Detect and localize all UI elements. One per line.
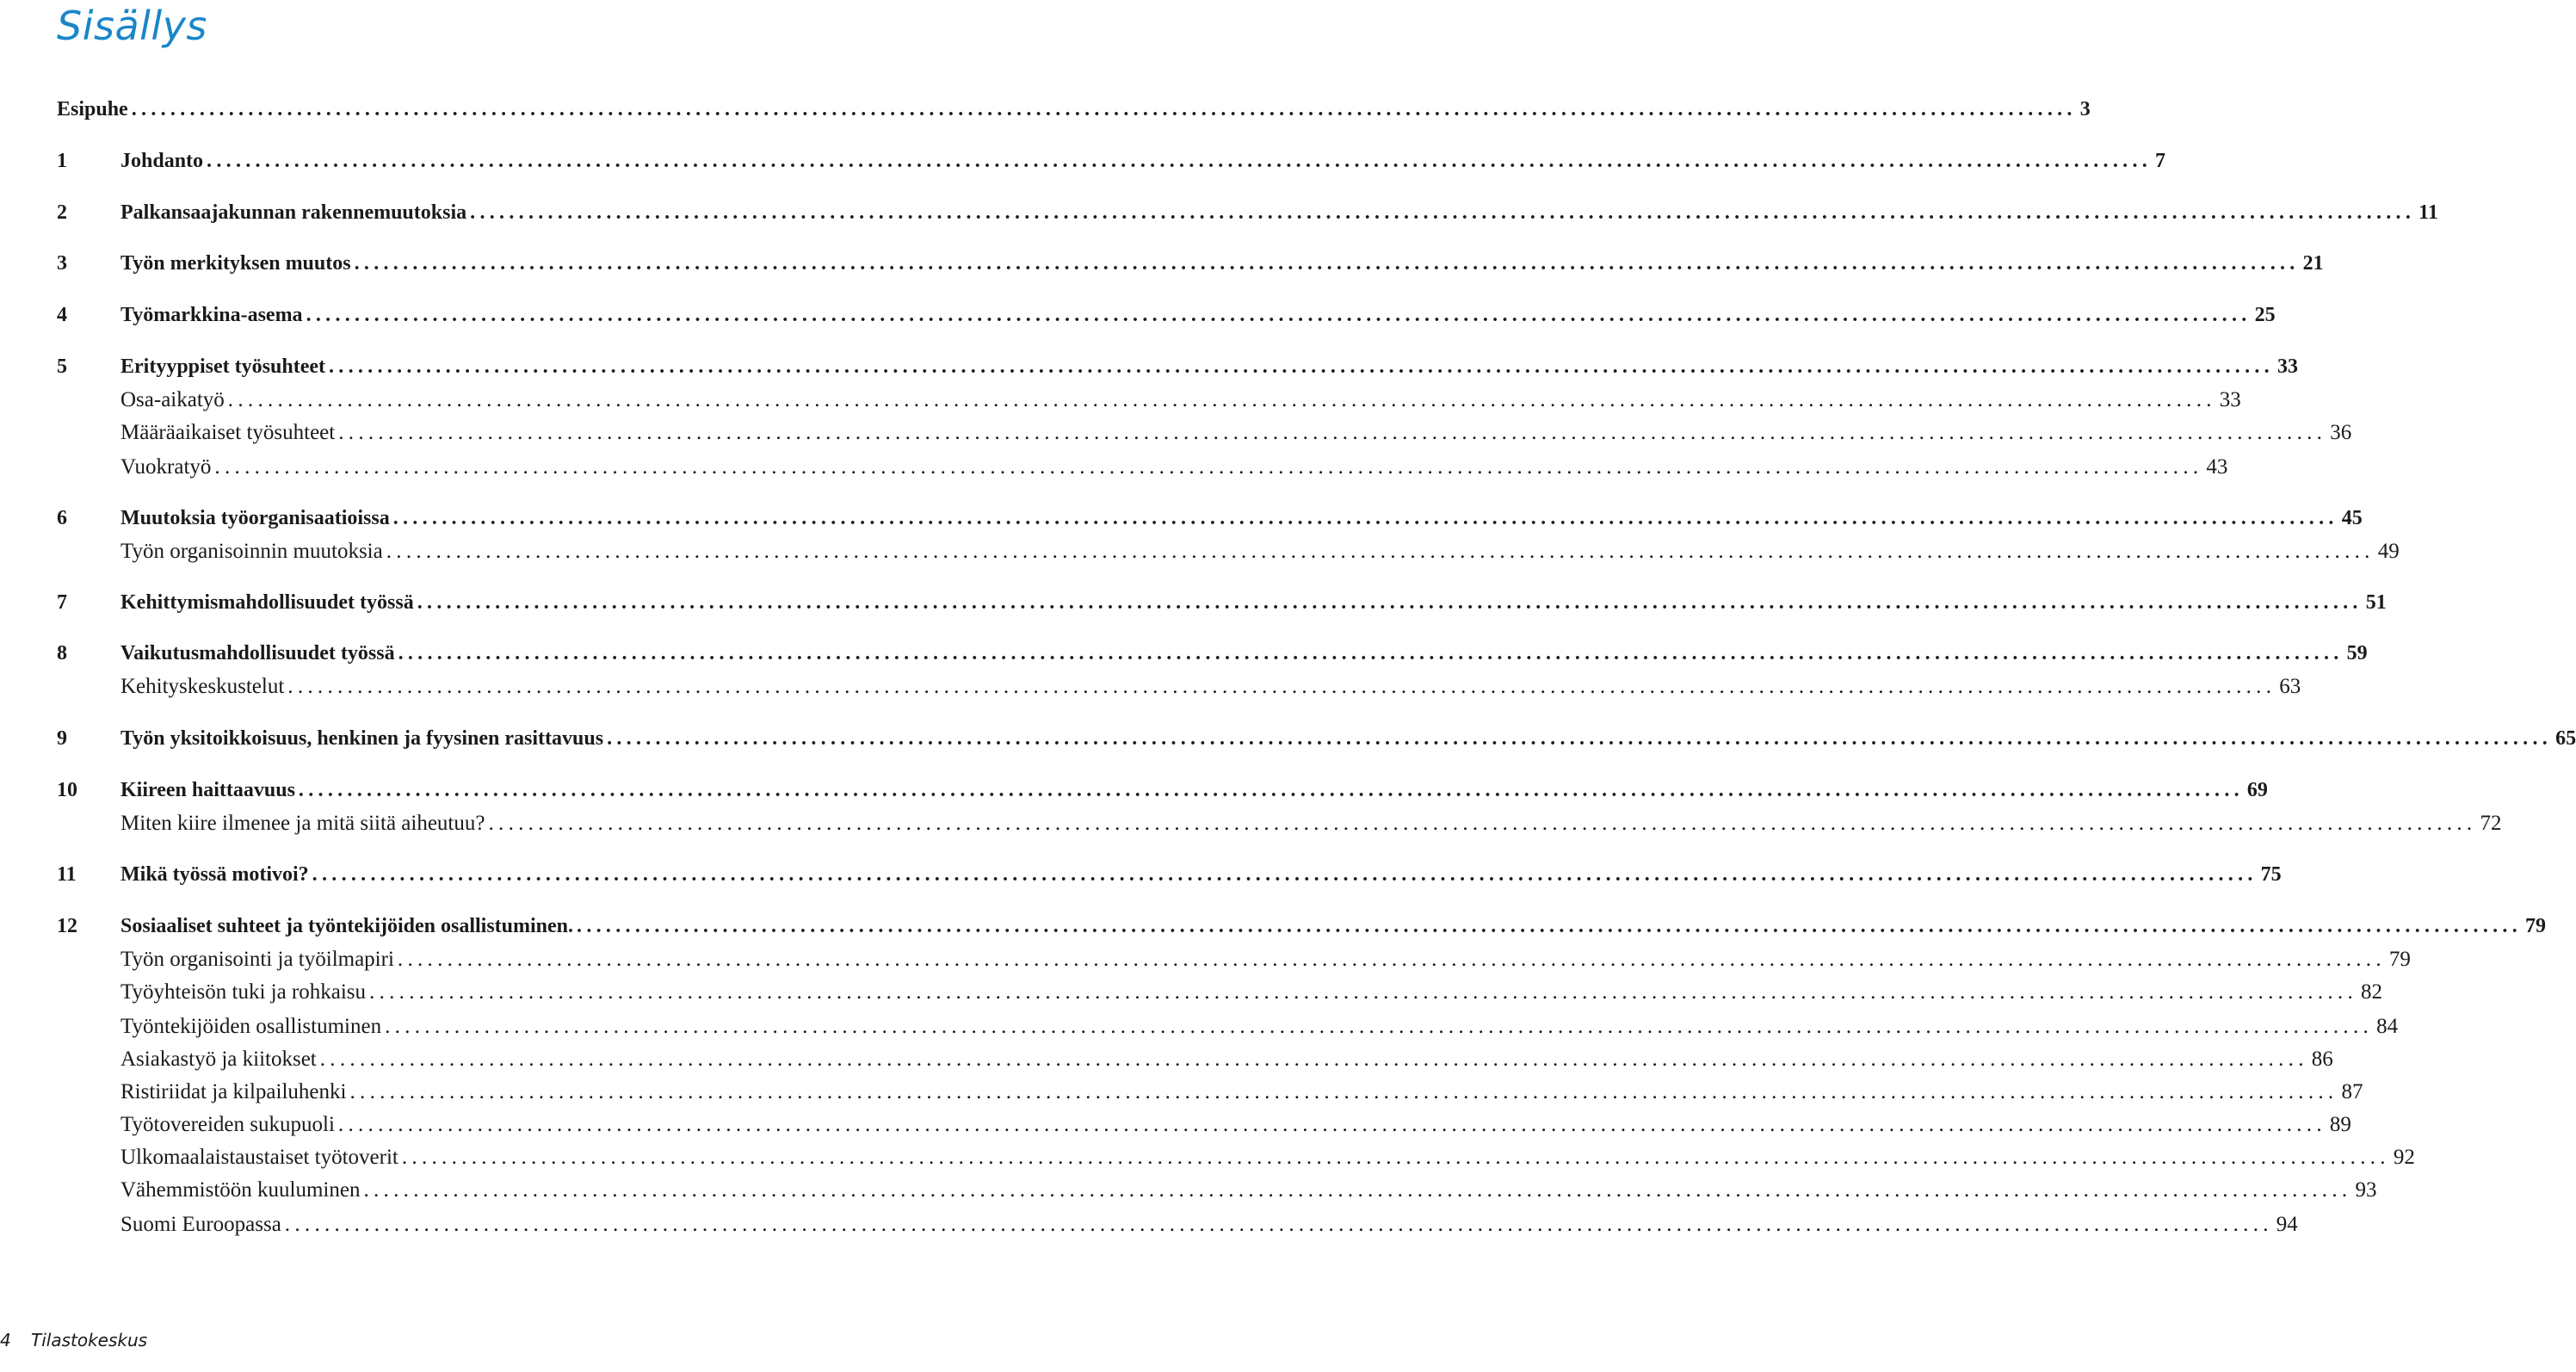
toc-entry-page-number: 63 — [2279, 675, 2301, 698]
toc-entry-number: 8 — [57, 642, 67, 664]
toc-entry-page-number: 94 — [2276, 1213, 2298, 1236]
toc-chapter-entry — [57, 779, 2268, 810]
toc-entry-number: 10 — [57, 779, 77, 801]
toc-chapter-entry — [57, 355, 2298, 386]
toc-entry-page-number: 92 — [2393, 1146, 2415, 1169]
footer-page-number: 4 — [0, 1330, 11, 1350]
toc-entry-number: 6 — [57, 507, 67, 529]
toc-section-entry — [57, 675, 2301, 706]
dot-leader: ........................................................................................................................................................................................................ — [392, 507, 2338, 529]
toc-entry-page-number: 33 — [2219, 388, 2241, 411]
toc-section-entry — [57, 1048, 2333, 1078]
dot-leader: ........................................................................................................................................................................................................ — [214, 455, 2203, 479]
toc-entry-page-number: 93 — [2355, 1178, 2377, 1202]
toc-section-entry — [57, 948, 2411, 979]
toc-entry-page-number: 69 — [2246, 779, 2268, 801]
toc-section-entry — [57, 1080, 2363, 1111]
toc-entry-title: Palkansaajakunnan rakennemuutoksia — [120, 201, 467, 224]
toc-chapter-entry — [57, 727, 2576, 758]
toc-entry-title: Esipuhe — [57, 98, 128, 121]
toc-entry-page-number: 65 — [2555, 727, 2576, 750]
toc-entry-number: 11 — [57, 863, 77, 886]
toc-entry-number: 9 — [57, 727, 67, 750]
toc-entry-title: Työyhteisön tuki ja rohkaisu — [120, 980, 367, 1004]
toc-chapter-entry — [57, 507, 2363, 538]
toc-entry-number: 1 — [57, 150, 67, 172]
dot-leader: ........................................................................................................................................................................................................ — [354, 252, 2300, 275]
toc-entry-page-number: 82 — [2361, 980, 2383, 1004]
toc-entry-number: 7 — [57, 591, 67, 614]
footer-publisher: Tilastokeskus — [31, 1330, 148, 1350]
toc-entry-page-number: 84 — [2376, 1015, 2399, 1038]
dot-leader: ........................................................................................................................................................................................................ — [397, 948, 2386, 971]
toc-chapter-entry — [57, 915, 2547, 946]
toc-entry-page-number: 51 — [2365, 591, 2387, 614]
toc-entry-title: Ristiriidat ja kilpailuhenki — [120, 1080, 347, 1103]
toc-entry-page-number: 79 — [2525, 915, 2547, 937]
dot-leader: ........................................................................................................................................................................................................ — [577, 915, 2523, 937]
dot-leader: ........................................................................................................................................................................................................ — [470, 201, 2416, 224]
dot-leader: ........................................................................................................................................................................................................ — [401, 1146, 2390, 1169]
dot-leader: ........................................................................................................................................................................................................ — [207, 150, 2153, 172]
toc-section-entry — [57, 421, 2352, 452]
toc-entry-page-number: 79 — [2388, 948, 2411, 971]
toc-chapter-entry — [57, 150, 2166, 181]
toc-entry-number: 2 — [57, 201, 67, 224]
dot-leader: ........................................................................................................................................................................................................ — [227, 388, 2216, 411]
toc-entry-title: Työntekijöiden osallistuminen — [120, 1015, 382, 1038]
toc-chapter-entry — [57, 863, 2282, 894]
toc-entry-page-number: 86 — [2311, 1048, 2333, 1071]
dot-leader: ........................................................................................................................................................................................................ — [312, 863, 2258, 886]
toc-entry-page-number: 45 — [2341, 507, 2363, 529]
dot-leader: ........................................................................................................................................................................................................ — [363, 1178, 2352, 1202]
dot-leader: ........................................................................................................................................................................................................ — [385, 1015, 2374, 1038]
toc-entry-title: Kehityskeskustelut — [120, 675, 285, 698]
toc-entry-title: Vaikutusmahdollisuudet työssä — [120, 642, 395, 664]
toc-entry-title: Työn merkityksen muutos — [120, 252, 351, 275]
toc-entry-number: 3 — [57, 252, 67, 275]
toc-entry-page-number: 75 — [2260, 863, 2282, 886]
toc-entry-number: 4 — [57, 304, 67, 326]
toc-entry-title: Kehittymismahdollisuudet työssä — [120, 591, 414, 614]
toc-entry-title: Vähemmistöön kuuluminen — [120, 1178, 361, 1202]
dot-leader: ........................................................................................................................................................................................................ — [338, 421, 2327, 444]
toc-entry-page-number: 72 — [2480, 812, 2502, 835]
toc-chapter-entry — [57, 304, 2276, 335]
toc-entry-number: 5 — [57, 355, 67, 378]
toc-entry-title: Työn yksitoikkoisuus, henkinen ja fyysinen rasittavuus — [120, 727, 604, 750]
toc-section-entry — [57, 1113, 2351, 1144]
dot-leader: ........................................................................................................................................................................................................ — [398, 642, 2344, 664]
toc-entry-page-number: 49 — [2377, 540, 2400, 563]
dot-leader: ........................................................................................................................................................................................................ — [328, 355, 2274, 378]
dot-leader: ........................................................................................................................................................................................................ — [298, 779, 2244, 801]
dot-leader: ........................................................................................................................................................................................................ — [319, 1048, 2308, 1071]
toc-entry-page-number: 11 — [2418, 201, 2438, 224]
dot-leader: ........................................................................................................................................................................................................ — [306, 304, 2252, 326]
toc-entry-title: Erityyppiset työsuhteet — [120, 355, 325, 378]
toc-entry-title: Osa-aikatyö — [120, 388, 225, 411]
toc-chapter-entry — [57, 591, 2387, 622]
toc-entry-page-number: 43 — [2206, 455, 2228, 479]
toc-section-entry — [57, 980, 2383, 1011]
toc-chapter-entry — [57, 252, 2324, 283]
toc-entry-page-number: 36 — [2330, 421, 2352, 444]
toc-entry-title: Työn organisointi ja työilmapiri — [120, 948, 394, 971]
toc-entry-title: Mikä työssä motivoi? — [120, 863, 309, 886]
toc-entry-page-number: 25 — [2254, 304, 2276, 326]
toc-entry-title: Työtovereiden sukupuoli — [120, 1113, 335, 1136]
toc-chapter-entry — [57, 201, 2438, 232]
toc-entry-title: Ulkomaalaistaustaiset työtoverit — [120, 1146, 398, 1169]
toc-entry-title: Työmarkkina-asema — [120, 304, 303, 326]
dot-leader: ........................................................................................................................................................................................................ — [417, 591, 2363, 614]
toc-section-entry — [57, 1178, 2377, 1209]
toc-entry-title: Vuokratyö — [120, 455, 212, 479]
dot-leader: ........................................................................................................................................................................................................ — [287, 675, 2276, 698]
dot-leader: ........................................................................................................................................................................................................ — [131, 98, 2077, 121]
toc-entry-page-number: 21 — [2302, 252, 2324, 275]
dot-leader: ........................................................................................................................................................................................................ — [607, 727, 2553, 750]
toc-chapter-entry — [57, 642, 2368, 673]
toc-entry-title: Määräaikaiset työsuhteet — [120, 421, 336, 444]
toc-section-entry — [57, 1146, 2415, 1177]
toc-entry-title: Miten kiire ilmenee ja mitä siitä aiheutuu? — [120, 812, 485, 835]
toc-section-entry — [57, 455, 2228, 486]
toc-chapter-entry — [57, 98, 2091, 129]
toc-entry-title: Sosiaaliset suhteet ja työntekijöiden osallistuminen. — [120, 915, 574, 937]
toc-entry-page-number: 89 — [2329, 1113, 2351, 1136]
page-footer — [0, 1330, 147, 1364]
toc-entry-page-number: 33 — [2276, 355, 2298, 378]
dot-leader: ........................................................................................................................................................................................................ — [284, 1213, 2273, 1236]
dot-leader: ........................................................................................................................................................................................................ — [337, 1113, 2326, 1136]
toc-entry-page-number: 3 — [2079, 98, 2091, 121]
toc-entry-title: Suomi Euroopassa — [120, 1213, 281, 1236]
toc-entry-title: Johdanto — [120, 150, 204, 172]
toc-entry-page-number: 87 — [2341, 1080, 2363, 1103]
toc-section-entry — [57, 540, 2400, 571]
toc-section-entry — [57, 388, 2241, 419]
toc-entry-page-number: 59 — [2346, 642, 2368, 664]
dot-leader: ........................................................................................................................................................................................................ — [349, 1080, 2338, 1103]
page-title: Sisällys — [57, 3, 207, 49]
toc-entry-title: Kiireen haittaavuus — [120, 779, 295, 801]
toc-section-entry — [57, 1015, 2399, 1046]
dot-leader: ........................................................................................................................................................................................................ — [386, 540, 2375, 563]
dot-leader: ........................................................................................................................................................................................................ — [488, 812, 2477, 835]
toc-section-entry — [57, 812, 2502, 843]
toc-entry-page-number: 7 — [2155, 150, 2166, 172]
toc-entry-title: Työn organisoinnin muutoksia — [120, 540, 383, 563]
toc-entry-title: Asiakastyö ja kiitokset — [120, 1048, 317, 1071]
dot-leader: ........................................................................................................................................................................................................ — [369, 980, 2358, 1004]
toc-entry-title: Muutoksia työorganisaatioissa — [120, 507, 390, 529]
toc-section-entry — [57, 1213, 2298, 1244]
toc-entry-number: 12 — [57, 915, 77, 937]
